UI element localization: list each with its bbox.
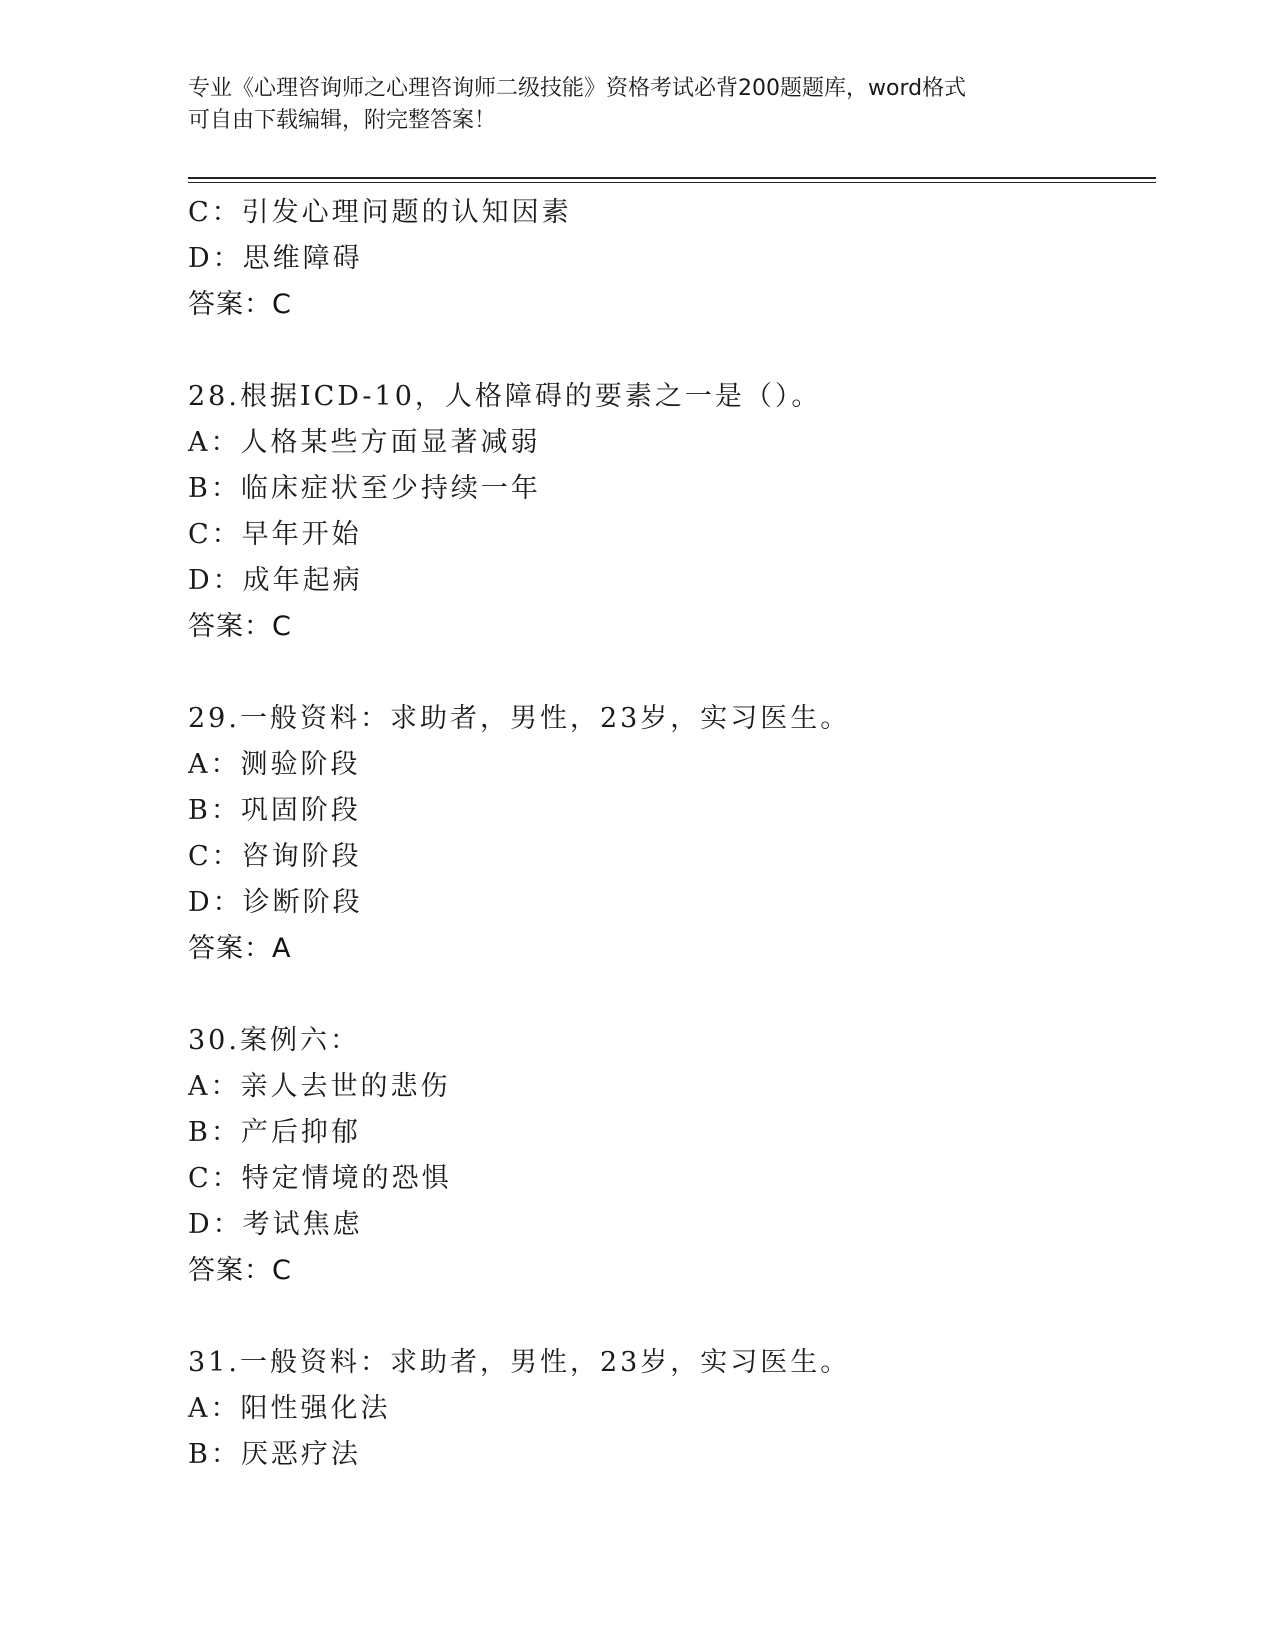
block-spacer [188, 650, 1156, 696]
question-list [188, 190, 1156, 1478]
option-a: A：亲人去世的悲伤 [188, 1071, 451, 1102]
option-a: A：人格某些方面显著减弱 [188, 427, 541, 458]
question-text: 29.一般资料：求助者，男性，23岁，实习医生。 [188, 703, 851, 734]
option-c: C：咨询阶段 [188, 841, 362, 872]
option-d: D：思维障碍 [188, 243, 363, 274]
answer-line: 答案：A [188, 933, 292, 964]
option-b: B：巩固阶段 [188, 795, 361, 826]
question-block [188, 190, 1156, 328]
option-c: C：引发心理问题的认知因素 [188, 197, 572, 228]
option-d: D：考试焦虑 [188, 1209, 363, 1240]
option-a: A：阳性强化法 [188, 1393, 391, 1424]
option-b: B：厌恶疗法 [188, 1439, 361, 1470]
header-divider [188, 177, 1156, 179]
block-spacer [188, 328, 1156, 374]
answer-line: 答案：C [188, 289, 292, 320]
question-block [188, 696, 1156, 972]
header-line-1: 专业《心理咨询师之心理咨询师二级技能》资格考试必背200题题库，word格式 [188, 76, 967, 101]
document-header [188, 73, 1088, 137]
header-divider-thin [188, 182, 1156, 183]
option-a: A：测验阶段 [188, 749, 361, 780]
header-line-2: 可自由下载编辑，附完整答案！ [188, 108, 497, 133]
option-d: D：诊断阶段 [188, 887, 363, 918]
question-block [188, 1340, 1156, 1478]
question-block [188, 1018, 1156, 1294]
block-spacer [188, 1294, 1156, 1340]
option-c: C：特定情境的恐惧 [188, 1163, 452, 1194]
question-text: 31.一般资料：求助者，男性，23岁，实习医生。 [188, 1347, 851, 1378]
answer-line: 答案：C [188, 611, 292, 642]
option-b: B：临床症状至少持续一年 [188, 473, 541, 504]
question-block [188, 374, 1156, 650]
option-d: D：成年起病 [188, 565, 363, 596]
question-text: 30.案例六： [188, 1025, 360, 1056]
question-text: 28.根据ICD-10，人格障碍的要素之一是（）。 [188, 381, 822, 412]
option-b: B：产后抑郁 [188, 1117, 361, 1148]
option-c: C：早年开始 [188, 519, 362, 550]
answer-line: 答案：C [188, 1255, 292, 1286]
block-spacer [188, 972, 1156, 1018]
